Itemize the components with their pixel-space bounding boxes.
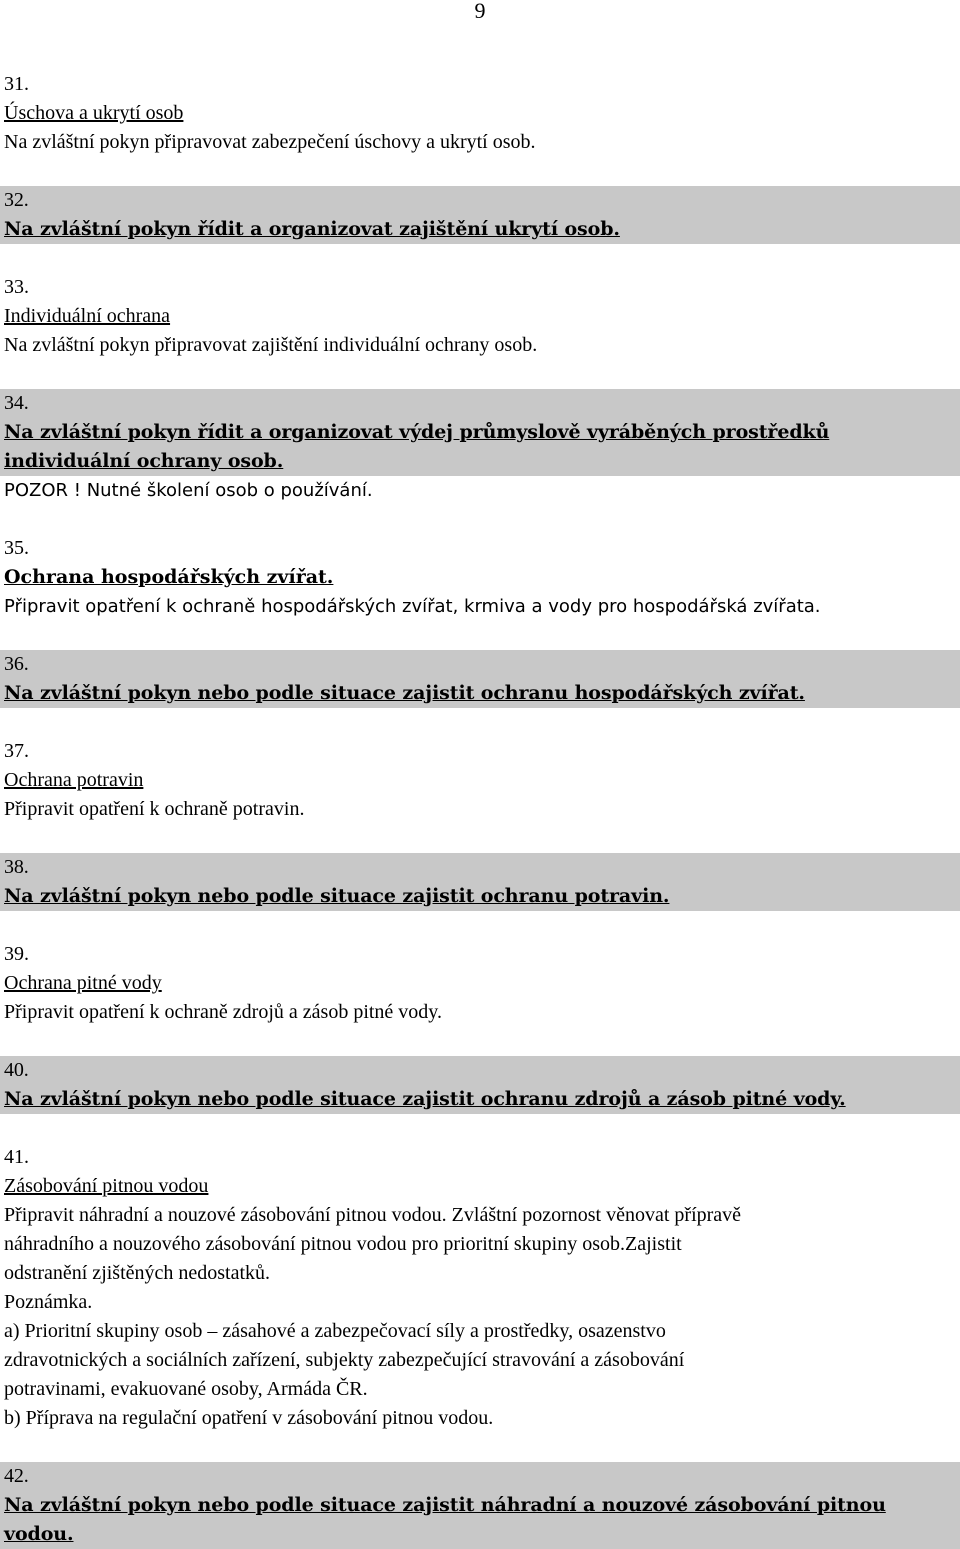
section-text: Na zvláštní pokyn připravovat zabezpečení úschovy a ukrytí osob.	[4, 131, 536, 153]
section-number: 32.	[4, 189, 29, 211]
section-text: Připravit opatření k ochraně zdrojů a zásob pitné vody.	[4, 1001, 443, 1023]
section-32	[0, 186, 960, 244]
section-number: 37.	[4, 740, 29, 762]
section-title: Ochrana potravin	[4, 769, 144, 791]
section-number: 34.	[4, 392, 29, 414]
section-number: 41.	[4, 1146, 29, 1168]
section-34	[0, 389, 960, 505]
section-40	[0, 1056, 960, 1114]
section-title: Na zvláštní pokyn nebo podle situace zajistit ochranu potravin.	[4, 885, 670, 907]
section-title: Úschova a ukrytí osob	[4, 102, 184, 124]
warning-note: POZOR ! Nutné školení osob o používání.	[0, 476, 960, 505]
document-body	[4, 70, 960, 1549]
section-number: 38.	[4, 856, 29, 878]
section-39	[4, 940, 960, 1027]
section-title: Na zvláštní pokyn nebo podle situace zajistit ochranu hospodářských zvířat.	[4, 682, 805, 704]
section-42	[0, 1462, 960, 1549]
section-number: 42.	[4, 1465, 29, 1487]
section-number: 36.	[4, 653, 29, 675]
note-item-a-cont: potravinami, evakuované osoby, Armáda ČR.	[4, 1378, 368, 1400]
section-36	[0, 650, 960, 708]
section-title: Individuální ochrana	[4, 305, 171, 327]
section-title: Zásobování pitnou vodou	[4, 1175, 209, 1197]
section-text: náhradního a nouzového zásobování pitnou vodou pro prioritní skupiny osob.Zajistit	[4, 1233, 682, 1255]
section-number: 33.	[4, 276, 29, 298]
section-text: Připravit náhradní a nouzové zásobování pitnou vodou. Zvláštní pozornost věnovat přípravě	[4, 1204, 742, 1226]
section-text: Připravit opatření k ochraně potravin.	[4, 798, 305, 820]
section-title: Na zvláštní pokyn nebo podle situace zajistit ochranu zdrojů a zásob pitné vody.	[4, 1088, 846, 1110]
note-item-a-cont: zdravotnických a sociálních zařízení, subjekty zabezpečující stravování a zásobování	[4, 1349, 685, 1371]
section-title: Ochrana pitné vody	[4, 972, 162, 994]
note-item-a: a) Prioritní skupiny osob – zásahové a zabezpečovací síly a prostředky, osazenstvo	[4, 1320, 666, 1342]
section-number: 40.	[4, 1059, 29, 1081]
section-title-line: vodou.	[4, 1523, 74, 1545]
section-33	[4, 273, 960, 360]
section-text: odstranění zjištěných nedostatků.	[4, 1262, 271, 1284]
section-31	[4, 70, 960, 157]
section-title-line: individuální ochrany osob.	[4, 450, 284, 472]
note-item-b: b) Příprava na regulační opatření v zásobování pitnou vodou.	[4, 1407, 494, 1429]
section-38	[0, 853, 960, 911]
note-heading: Poznámka.	[4, 1291, 93, 1313]
section-title: Na zvláštní pokyn řídit a organizovat zajištění ukrytí osob.	[4, 218, 620, 240]
section-37	[4, 737, 960, 824]
section-number: 31.	[4, 73, 29, 95]
section-title-line: Na zvláštní pokyn nebo podle situace zajistit náhradní a nouzové zásobování pitnou	[4, 1494, 886, 1516]
section-35	[4, 534, 960, 621]
section-text: Na zvláštní pokyn připravovat zajištění individuální ochrany osob.	[4, 334, 538, 356]
section-text: Připravit opatření k ochraně hospodářských zvířat, krmiva a vody pro hospodářská zvířata.	[4, 596, 821, 617]
section-title: Ochrana hospodářských zvířat.	[4, 566, 334, 588]
page-number: 9	[474, 0, 486, 23]
section-title-line: Na zvláštní pokyn řídit a organizovat výdej průmyslově vyráběných prostředků	[4, 421, 830, 443]
section-number: 39.	[4, 943, 29, 965]
section-41	[4, 1143, 960, 1433]
section-number: 35.	[4, 537, 29, 559]
